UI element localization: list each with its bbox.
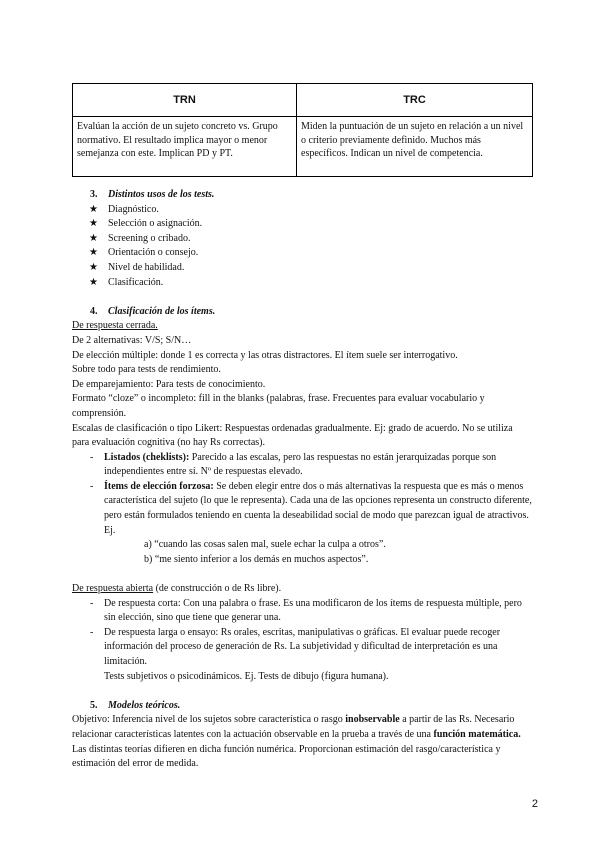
- star-icon: ★: [89, 232, 98, 244]
- paragraph: De emparejamiento: Para tests de conocimiento.: [72, 378, 266, 390]
- table-header-trc: TRC: [297, 84, 533, 117]
- star-icon: ★: [89, 203, 98, 215]
- list-item: ★ Screening o cribado.: [72, 232, 532, 247]
- document-body: [72, 188, 532, 772]
- star-icon: ★: [89, 276, 98, 288]
- paragraph: Escalas de clasificación o tipo Likert: Respuestas ordenadas gradualmente. Ej: grado de acuerdo. No se utiliza para evaluación cognitiva (no hay Rs correctas).: [72, 422, 513, 449]
- page-number: 2: [531, 798, 538, 810]
- list-item: ★ Nivel de habilidad.: [72, 261, 532, 276]
- paragraph: Formato “cloze” o incompleto: fill in the blanks (palabras, frase. Frecuentes para evaluar vocabulario y comprensión.: [72, 393, 485, 419]
- short-response-item: - De respuesta corta: Con una palabra o frase. Es una modificaron de los ítems de respuesta múltiple, pero sin elección, sino que tiene que generar una.: [90, 597, 522, 624]
- list-item: ★ Orientación o consejo.: [72, 246, 532, 261]
- list-item: ★ Clasificación.: [72, 276, 532, 291]
- forced-choice-item: - Ítems de elección forzosa: Se deben elegir entre dos o más alternativas la respuesta que es más o menos característica del sujeto (lo que le representa). Cada una de las opciones representa un constructo diferente, pero están formulados teniendo en cuenta la deseabilidad social de modo que parezcan igual de atractivos. Ej.: [90, 480, 532, 536]
- section-3-heading: 3. Distintos usos de los tests.: [90, 189, 215, 200]
- paragraph: Sobre todo para tests de rendimiento.: [72, 364, 221, 376]
- list-item: ★ Diagnóstico.: [72, 203, 532, 218]
- example-b: b) “me siento inferior a los demás en muchos aspectos”.: [144, 553, 369, 565]
- table-header-trn: TRN: [73, 84, 297, 117]
- open-response-heading: De respuesta abierta (de construcción o de Rs libre).: [72, 583, 282, 595]
- uses-list: [72, 203, 532, 291]
- star-icon: ★: [89, 247, 98, 259]
- star-icon: ★: [89, 218, 98, 230]
- section-4-heading: 4. Clasificación de los ítems.: [90, 305, 216, 317]
- section-5-heading: 5. Modelos teóricos.: [90, 699, 181, 711]
- subjective-tests-line: Tests subjetivos o psicodinámicos. Ej. Tests de dibujo (figura humana).: [104, 670, 389, 682]
- closed-response-heading: De respuesta cerrada.: [72, 320, 158, 332]
- theoretical-models-paragraph: Objetivo: Inferencia nivel de los sujetos sobre característica o rasgo inobservable a partir de las Rs. Necesario relacionar características latentes con la actuación observable en la prueba a través de una función matemática. Las distintas teorías difieren en dicha función numérica. Proporcionan estimación del rasgo/característica y estimación del error de medida.: [72, 714, 521, 770]
- checklist-item: - Listados (cheklists): Parecido a las escalas, pero las respuestas no están jerarquizadas porque son independientes entre sí. Nº de respuestas elevado.: [90, 451, 497, 478]
- long-response-item: - De respuesta larga o ensayo: Rs orales, escritas, manipulativas o gráficas. El evaluar puede recoger información del proceso de generación de Rs. La subjetividad y dificultad de interpretación es una limitación.: [90, 626, 501, 667]
- paragraph: De elección múltiple: donde 1 es correcta y las otras distractores. El ítem suele ser interrogativo.: [72, 349, 458, 361]
- example-a: a) “cuando las cosas salen mal, suele echar la culpa a otros”.: [144, 539, 386, 551]
- list-item: ★ Selección o asignación.: [72, 217, 532, 232]
- paragraph: De 2 alternativas: V/S; S/N…: [72, 334, 192, 346]
- comparison-table: [72, 83, 533, 177]
- table-cell-trn: Evalúan la acción de un sujeto concreto vs. Grupo normativo. El resultado implica mayor o menor semejanza con este. Implican PD y PT.: [73, 117, 297, 177]
- table-cell-trc: Miden la puntuación de un sujeto en relación a un nivel o criterio previamente definido. Muchos más específicos. Indican un nivel de competencia.: [297, 117, 533, 177]
- star-icon: ★: [89, 261, 98, 273]
